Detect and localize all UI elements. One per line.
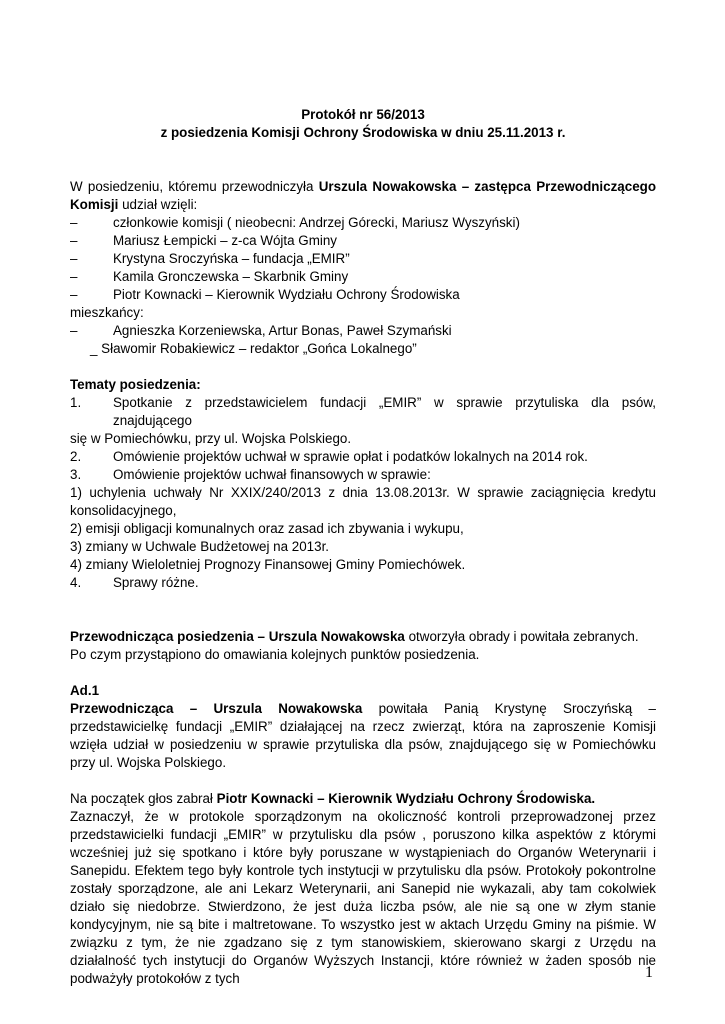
list-item-text: Agnieszka Korzeniewska, Artur Bonas, Paweł Szymański xyxy=(113,323,452,338)
ad1-paragraph: Przewodnicząca – Urszula Nowakowska powitała Panią Krystynę Sroczyńską – przedstawicielkę fundacji „EMIR” działającej na rzecz zwierząt, która na zaproszenie Komisji wzięła udział w posiedzeniu w sprawie przytuliska dla psów, znajdującego się w Pomiechówku przy ul. Wojska Polskiego. xyxy=(70,701,656,770)
dash-marker: – xyxy=(70,233,78,248)
residents-list xyxy=(70,322,656,340)
dash-marker: – xyxy=(70,269,78,284)
dash-marker: – xyxy=(70,251,78,266)
participants-list xyxy=(70,214,656,304)
topic-item-continuation: się w Pomiechówku, przy ul. Wojska Polskiego. xyxy=(70,431,352,446)
topic-item: 1. Spotkanie z przedstawicielem fundacji „EMIR” w sprawie przytuliska dla psów, znajdującego xyxy=(70,395,656,428)
list-item-text: Kamila Gronczewska – Skarbnik Gminy xyxy=(113,269,349,284)
topic-item: 4. Sprawy różne. xyxy=(70,575,199,590)
list-item-text: Krystyna Sroczyńska – fundacja „EMIR” xyxy=(113,251,350,266)
list-item xyxy=(70,232,656,250)
intro-paragraph: W posiedzeniu, któremu przewodniczyła Urszula Nowakowska – zastępca Przewodniczącego Komisji udział wzięli: xyxy=(70,179,656,212)
document-title: Protokół nr 56/2013 xyxy=(301,107,425,122)
list-item-text: członkowie komisji ( nieobecni: Andrzej Górecki, Mariusz Wyszyński) xyxy=(113,215,520,230)
topic-subitem-continuation: konsolidacyjnego, xyxy=(70,503,177,518)
topic-subitem: 1) uchylenia uchwały Nr XXIX/240/2013 z dnia 13.08.2013r. W sprawie zaciągnięcia kredytu xyxy=(70,485,656,500)
document-subtitle: z posiedzenia Komisji Ochrony Środowiska w dniu 25.11.2013 r. xyxy=(160,125,566,140)
speech-paragraph: Zaznaczył, że w protokole sporządzonym na okoliczność kontroli przeprowadzonej przez przedstawicielki fundacji „EMIR” w przytulisku dla psów , poruszono kilka aspektów z którymi wcześniej już się spotkano i które były poruszane w wystąpieniach do Organów Weterynarii i Sanepidu. Efektem tego były kontrole tych instytucji w przytulisku dla psów. Protokoły pokontrolne zostały sporządzone, ale ani Lekarz Weterynarii, ani Sanepid nie wykazali, aby tam cokolwiek działo się niedobrze. Stwierdzono, że jest duża liczba psów, ale nie są one w złym stanie kondycyjnym, nie są bite i maltretowane. To wszystko jest w aktach Urzędu Gminy na piśmie. W związku z tym, że nie zgadzano się z tym stanowiskiem, skierowano skargi z Urzędu na działalność tych instytucji do Organów Wyższych Instancji, które również w żaden sposób nie podważyły protokołów z tych xyxy=(70,809,656,986)
list-item-text: Mariusz Łempicki – z-ca Wójta Gminy xyxy=(113,233,337,248)
dash-marker: – xyxy=(70,215,78,230)
topic-subitem: 4) zmiany Wieloletniej Prognozy Finansowej Gminy Pomiechówek. xyxy=(70,557,466,572)
list-item xyxy=(70,250,656,268)
speaker-line: Na początek głos zabrał Piotr Kownacki – Kierownik Wydziału Ochrony Środowiska. xyxy=(70,791,596,806)
residents-label: mieszkańcy: xyxy=(70,305,144,320)
list-item xyxy=(70,322,656,340)
opening-line2: Po czym przystąpiono do omawiania kolejnych punktów posiedzenia. xyxy=(70,647,480,662)
topic-subitem: 2) emisji obligacji komunalnych oraz zasad ich zbywania i wykupu, xyxy=(70,521,464,536)
extra-resident: _ Sławomir Robakiewicz – redaktor „Gońca Lokalnego” xyxy=(90,341,417,356)
list-item xyxy=(70,286,656,304)
list-item xyxy=(70,268,656,286)
page-number: 1 xyxy=(645,964,653,981)
topic-item: 2. Omówienie projektów uchwał w sprawie opłat i podatków lokalnych na 2014 rok. xyxy=(70,449,588,464)
document-page xyxy=(70,106,656,988)
list-item-text: Piotr Kownacki – Kierownik Wydziału Ochrony Środowiska xyxy=(113,287,460,302)
dash-marker: – xyxy=(70,287,78,302)
ad1-heading: Ad.1 xyxy=(70,683,100,698)
list-item xyxy=(70,214,656,232)
topic-subitem: 3) zmiany w Uchwale Budżetowej na 2013r. xyxy=(70,539,330,554)
chair-name: Urszula Nowakowska – zastępca Przewodniczącego Komisji xyxy=(70,179,656,212)
topic-item: 3. Omówienie projektów uchwał finansowych w sprawie: xyxy=(70,467,431,482)
opening-paragraph: Przewodnicząca posiedzenia – Urszula Nowakowska otworzyła obrady i powitała zebranych. xyxy=(70,629,639,644)
topics-heading: Tematy posiedzenia: xyxy=(70,377,201,392)
dash-marker: – xyxy=(70,323,78,338)
